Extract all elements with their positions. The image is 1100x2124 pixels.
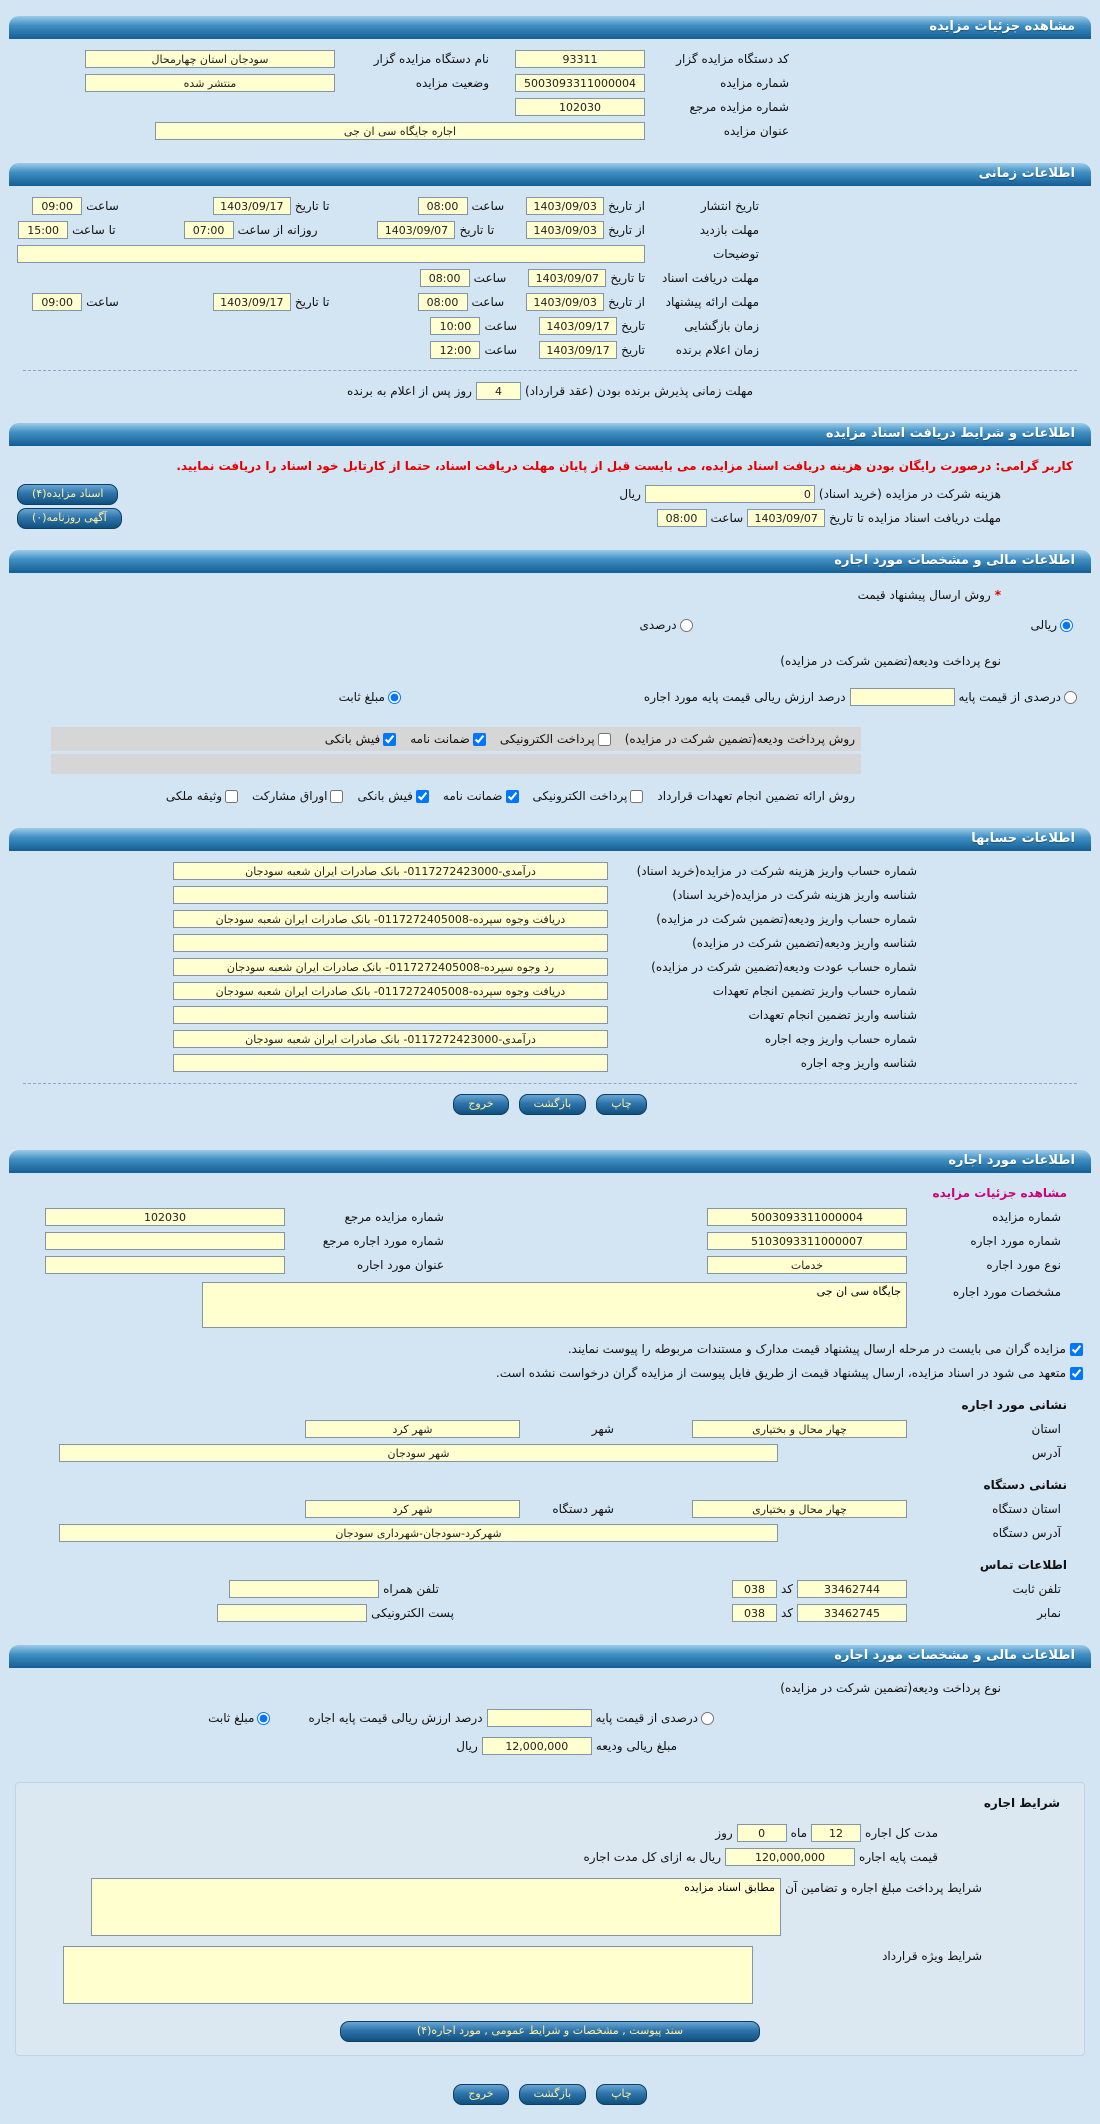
- hour-word: ساعت: [473, 271, 507, 285]
- empty-strip: [51, 754, 861, 774]
- fixed-amount-label: مبلغ ثابت: [338, 690, 385, 704]
- hour-word: ساعت: [471, 199, 505, 213]
- docs-deadline-time-input[interactable]: [657, 509, 707, 527]
- doc-terms-title: اطلاعات و شرایط دریافت اسناد مزایده: [825, 426, 1075, 441]
- attach-required-checkbox[interactable]: [1070, 1343, 1083, 1356]
- accept-deadline-label: مهلت زمانی پذیرش برنده بودن (عقد قرارداد): [524, 384, 754, 398]
- section-financial: [9, 550, 1091, 820]
- financial-header: [9, 550, 1091, 573]
- offer-to-time-input[interactable]: [32, 293, 82, 311]
- phone-code-input[interactable]: [732, 1580, 777, 1598]
- offer-to-input[interactable]: [213, 293, 291, 311]
- fixed-amount-label: مبلغ ثابت: [208, 1711, 255, 1725]
- account-row-label: شناسه واریز تضمین انجام تعهدات: [748, 1008, 917, 1022]
- percent-base-label: درصدی از قیمت پایه: [595, 1711, 698, 1725]
- publish-from-input[interactable]: [526, 197, 604, 215]
- phone-label: تلفن ثابت: [1012, 1582, 1061, 1596]
- item-ref-label: شماره مورد اجاره مرجع: [322, 1234, 444, 1248]
- auction-no-input[interactable]: [707, 1208, 907, 1226]
- hour-word: ساعت: [484, 319, 518, 333]
- hour-word: ساعت: [86, 295, 119, 309]
- fax-label: نمابر: [1037, 1606, 1061, 1620]
- special-terms-label: شرایط ویژه قرارداد: [882, 1949, 982, 1963]
- percent-radio[interactable]: [680, 619, 693, 632]
- fixed-amount-radio[interactable]: [257, 1712, 270, 1725]
- epay-option-label: پرداخت الکترونیکی: [532, 789, 628, 803]
- org-code-label: کد دستگاه مزایده گزار: [676, 52, 789, 66]
- visit-label: مهلت بازدید: [699, 223, 759, 237]
- account-row-label: شماره حساب واریز هزینه شرکت در مزایده(خرید اسناد): [636, 864, 917, 878]
- org-address-input[interactable]: [59, 1524, 778, 1542]
- hour-word: ساعت: [484, 343, 518, 357]
- province-label: استان: [1031, 1422, 1061, 1436]
- auction-no-input[interactable]: [515, 74, 645, 92]
- auction-details-header: [9, 16, 1091, 39]
- account-row-input[interactable]: [173, 958, 608, 976]
- section-item-financial: [9, 1645, 1091, 1770]
- print-button[interactable]: چاپ: [596, 1094, 647, 1115]
- contact-subheader: اطلاعات تماس: [979, 1558, 1067, 1572]
- phone-input[interactable]: [797, 1580, 907, 1598]
- to-date-word: تا تاریخ: [294, 295, 330, 309]
- visit-to-input[interactable]: [377, 221, 455, 239]
- fee-input[interactable]: [645, 485, 815, 503]
- org-code-input[interactable]: [515, 50, 645, 68]
- item-info-header: [9, 1150, 1091, 1173]
- description-input[interactable]: [17, 245, 645, 263]
- address-input[interactable]: [59, 1444, 778, 1462]
- special-terms-textarea[interactable]: [63, 1946, 753, 2004]
- ref-no-input[interactable]: [515, 98, 645, 116]
- opening-date-input[interactable]: [539, 317, 617, 335]
- deposit-epay-checkbox[interactable]: [598, 733, 611, 746]
- opening-time-input[interactable]: [430, 317, 480, 335]
- auction-details-title: مشاهده جزئیات مزایده: [929, 19, 1075, 34]
- deposit-type-label: نوع پرداخت ودیعه(تضمین شرکت در مزایده): [780, 1681, 1001, 1695]
- section-timing: [9, 163, 1091, 415]
- org-province-label: استان دستگاه: [992, 1502, 1061, 1516]
- item-ref-input[interactable]: [45, 1232, 285, 1250]
- item-no-label: شماره مورد اجاره: [970, 1234, 1061, 1248]
- item-specs-textarea[interactable]: [202, 1282, 907, 1328]
- publish-to-input[interactable]: [213, 197, 291, 215]
- perf-epay-checkbox[interactable]: [630, 790, 643, 803]
- org-name-input[interactable]: [85, 50, 335, 68]
- winner-label: زمان اعلام برنده: [675, 343, 759, 357]
- payment-terms-textarea[interactable]: [91, 1878, 781, 1936]
- account-row-label: شماره حساب واریز تضمین انجام تعهدات: [712, 984, 917, 998]
- status-input[interactable]: [85, 74, 335, 92]
- item-title-input[interactable]: [45, 1256, 285, 1274]
- account-row-input[interactable]: [173, 862, 608, 880]
- base-price-suffix: ریال به ازای کل مدت اجاره: [583, 1850, 722, 1864]
- to-hour-word: تا ساعت: [72, 223, 116, 237]
- deposit-method-label: روش پرداخت ودیعه(تضمین شرکت در مزایده): [624, 732, 855, 746]
- percent-base-radio[interactable]: [701, 1712, 714, 1725]
- bank-receipt-option-label: فیش بانکی: [357, 789, 413, 803]
- financial-title: اطلاعات مالی و مشخصات مورد اجاره: [834, 553, 1075, 568]
- deposit-amount-label: مبلغ ریالی ودیعه: [595, 1739, 677, 1753]
- subject-label: عنوان مزایده: [723, 124, 789, 138]
- bank-receipt-option-label: فیش بانکی: [324, 732, 381, 746]
- attach-required-note: مزایده گران می بایست در مرحله ارسال پیشنهاد قیمت مدارک و مستندات مربوطه را پیوست نمایند.: [567, 1342, 1066, 1356]
- docs-deadline-date-input[interactable]: [528, 269, 606, 287]
- months-word: ماه: [790, 1826, 808, 1840]
- accounts-header: [9, 828, 1091, 851]
- offer-from-time-input[interactable]: [418, 293, 468, 311]
- hour-word: ساعت: [86, 199, 119, 213]
- divider: [23, 1083, 1077, 1084]
- to-date-word: تا تاریخ: [610, 271, 645, 285]
- city-input[interactable]: [305, 1420, 520, 1438]
- docs-deadline-date-input[interactable]: [747, 509, 825, 527]
- visit-daily-to-input[interactable]: [18, 221, 68, 239]
- daily-from-word: روزانه از ساعت: [237, 223, 318, 237]
- guarantee-option-label: ضمانت نامه: [442, 789, 503, 803]
- newspaper-ad-button[interactable]: آگهی روزنامه(۰): [17, 508, 122, 529]
- mobile-input[interactable]: [229, 1580, 379, 1598]
- percent-base-label: درصدی از قیمت پایه: [958, 690, 1061, 704]
- account-row-label: شماره حساب واریز ودیعه(تضمین شرکت در مزایده): [656, 912, 917, 926]
- base-price-label: قیمت پایه اجاره: [859, 1850, 938, 1864]
- free-docs-warning: کاربر گرامی: درصورت رایگان بودن هزینه دریافت اسناد مزایده، می بایست قبل از پایان مهلت دریافت اسناد، حتما از کارتابل خود اسناد را دریافت نمایید.: [176, 459, 1073, 473]
- percent-base-suffix: درصد ارزش ریالی قیمت پایه اجاره: [308, 1711, 483, 1725]
- section-doc-terms: [9, 423, 1091, 542]
- account-row-label: شماره حساب عودت ودیعه(تضمین شرکت در مزایده): [651, 960, 917, 974]
- docs-deadline-label: مهلت دریافت اسناد مزایده: [867, 511, 1001, 525]
- percent-base-radio[interactable]: [1064, 691, 1077, 704]
- rial-word: ریال: [619, 487, 641, 501]
- account-row-label: شماره حساب واریز وجه اجاره: [764, 1032, 917, 1046]
- rental-terms-title: شرایط اجاره: [983, 1796, 1060, 1810]
- guarantee-method-label: روش ارائه تضمین انجام تعهدات قرارداد: [657, 789, 855, 803]
- no-file-request-note: متعهد می شود در اسناد مزایده، ارسال پیشنهاد قیمت از طریق فایل پیوست از مزایده گران درخواست نشده است.: [495, 1366, 1066, 1380]
- account-row-label: شناسه واریز هزینه شرکت در مزایده(خرید اسناد): [672, 888, 917, 902]
- status-label: وضعیت مزایده: [415, 76, 489, 90]
- visit-daily-from-input[interactable]: [184, 221, 234, 239]
- deposit-type-label: نوع پرداخت ودیعه(تضمین شرکت در مزایده): [780, 654, 1001, 668]
- payment-terms-label: شرایط پرداخت مبلغ اجاره و تضامین آن: [785, 1881, 982, 1895]
- property-option-label: وثیقه ملکی: [165, 789, 223, 803]
- org-name-label: نام دستگاه مزایده گزار: [373, 52, 489, 66]
- publish-label: تاریخ انتشار: [700, 199, 759, 213]
- rial-option-label: ریالی: [1030, 618, 1057, 632]
- item-financial-header: [9, 1645, 1091, 1668]
- fax-input[interactable]: [797, 1604, 907, 1622]
- city-label: شهر: [591, 1422, 614, 1436]
- section-item-info: [9, 1150, 1091, 1637]
- days-word: روز: [715, 1826, 733, 1840]
- attachments-button[interactable]: سند پیوست , مشخصات و شرایط عمومی , مورد اجاره(۴): [340, 2021, 760, 2042]
- timing-header: [9, 163, 1091, 186]
- date-word: تاریخ: [621, 343, 645, 357]
- auction-ref-label: شماره مزایده مرجع: [344, 1210, 444, 1224]
- section-auction-details: [9, 16, 1091, 155]
- rial-word: ریال: [456, 1739, 478, 1753]
- item-no-input[interactable]: [707, 1232, 907, 1250]
- from-date-word: از تاریخ: [608, 223, 645, 237]
- back-button[interactable]: بازگشت: [519, 1094, 587, 1115]
- bonds-checkbox[interactable]: [330, 790, 343, 803]
- hour-word: ساعت: [710, 511, 744, 525]
- mobile-label: تلفن همراه: [383, 1582, 439, 1596]
- email-label: پست الکترونیکی: [371, 1606, 454, 1620]
- accounts-title: اطلاعات حسابها: [971, 831, 1075, 846]
- perf-bank-receipt-checkbox[interactable]: [416, 790, 429, 803]
- back-button[interactable]: بازگشت: [519, 2084, 587, 2105]
- fixed-amount-radio[interactable]: [388, 691, 401, 704]
- subject-input[interactable]: [155, 122, 645, 140]
- deposit-bank-rece[interactable]: [383, 733, 396, 746]
- item-financial-title: اطلاعات مالی و مشخصات مورد اجاره: [834, 1648, 1075, 1663]
- section-rental-terms: [15, 1782, 1085, 2056]
- auction-no-label: شماره مزایده: [720, 76, 789, 90]
- from-date-word: از تاریخ: [608, 295, 645, 309]
- item-type-label: نوع مورد اجاره: [986, 1258, 1061, 1272]
- auction-no-label: شماره مزایده: [992, 1210, 1061, 1224]
- from-date-word: از تاریخ: [608, 199, 645, 213]
- account-row-input[interactable]: [173, 934, 608, 952]
- guarantee-option-label: ضمانت نامه: [410, 732, 470, 746]
- percent-base-suffix: درصد ارزش ریالی قیمت پایه مورد اجاره: [643, 690, 846, 704]
- account-row-input[interactable]: [173, 982, 608, 1000]
- account-row-input[interactable]: [173, 1006, 608, 1024]
- org-province-input[interactable]: [692, 1500, 907, 1518]
- email-input[interactable]: [217, 1604, 367, 1622]
- account-row-label: شناسه واریز ودیعه(تضمین شرکت در مزایده): [692, 936, 917, 950]
- fax-code-input[interactable]: [732, 1604, 777, 1622]
- timing-title: اطلاعات زمانی: [978, 166, 1075, 181]
- exit-button[interactable]: خروج: [453, 2084, 508, 2105]
- accept-deadline-suffix: روز پس از اعلام به برنده: [346, 384, 472, 398]
- province-input[interactable]: [692, 1420, 907, 1438]
- deposit-method-strip: [51, 727, 861, 751]
- accept-days-input[interactable]: [476, 382, 521, 400]
- org-city-input[interactable]: [305, 1500, 520, 1518]
- percent-option-label: درصدی: [639, 618, 677, 632]
- org-address-label: آدرس دستگاه: [992, 1526, 1061, 1540]
- account-row-label: شناسه واریز وجه اجاره: [800, 1056, 917, 1070]
- winner-date-input[interactable]: [539, 341, 617, 359]
- duration-months-input[interactable]: [811, 1824, 861, 1842]
- perf-guarantee-checkbox[interactable]: [506, 790, 519, 803]
- description-label: توضیحات: [712, 247, 759, 261]
- org-city-label: شهر دستگاه: [552, 1502, 614, 1516]
- area-code-label: کد: [780, 1582, 793, 1596]
- epay-option-label: پرداخت الکترونیکی: [499, 732, 595, 746]
- view-auction-details-link[interactable]: مشاهده جزئیات مزایده: [932, 1186, 1067, 1200]
- account-row-input[interactable]: [173, 910, 608, 928]
- item-specs-label: مشخصات مورد اجاره: [952, 1285, 1061, 1299]
- price-method-label: روش ارسال پیشنهاد قیمت: [857, 588, 991, 602]
- account-row-input[interactable]: [173, 1030, 608, 1048]
- opening-label: زمان بازگشایی: [684, 319, 759, 333]
- divider: [23, 370, 1077, 371]
- item-info-title: اطلاعات مورد اجاره: [948, 1153, 1075, 1168]
- visit-from-input[interactable]: [526, 221, 604, 239]
- doc-terms-header: [9, 423, 1091, 446]
- offer-label: مهلت ارائه پیشنهاد: [665, 295, 759, 309]
- account-row-input[interactable]: [173, 886, 608, 904]
- item-address-subheader: نشانی مورد اجاره: [961, 1398, 1067, 1412]
- percent-base-input[interactable]: [850, 688, 955, 706]
- area-code-label: کد: [780, 1606, 793, 1620]
- account-row-input[interactable]: [173, 1054, 608, 1072]
- rial-radio[interactable]: [1060, 619, 1073, 632]
- docs-deadline-label: مهلت دریافت اسناد: [661, 271, 759, 285]
- percent-base-input[interactable]: [487, 1709, 592, 1727]
- offer-from-input[interactable]: [526, 293, 604, 311]
- winner-time-input[interactable]: [430, 341, 480, 359]
- to-date-word: تا تاریخ: [294, 199, 330, 213]
- auction-ref-input[interactable]: [45, 1208, 285, 1226]
- duration-days-input[interactable]: [737, 1824, 787, 1842]
- to-date-word: تا تاریخ: [829, 511, 864, 525]
- publish-from-time-input[interactable]: [418, 197, 468, 215]
- address-label: آدرس: [1031, 1446, 1061, 1460]
- duration-label: مدت کل اجاره: [865, 1826, 938, 1840]
- hour-word: ساعت: [471, 295, 505, 309]
- no-file-request-checkbox[interactable]: [1070, 1367, 1083, 1380]
- to-date-word: تا تاریخ: [459, 223, 495, 237]
- item-title-label: عنوان مورد اجاره: [356, 1258, 444, 1272]
- required-star: *: [994, 588, 1001, 602]
- property-checkbox[interactable]: [225, 790, 238, 803]
- deposit-amount-input[interactable]: [482, 1737, 592, 1755]
- org-address-subheader: نشانی دستگاه: [983, 1478, 1067, 1492]
- print-button[interactable]: چاپ: [596, 2084, 647, 2105]
- section-accounts: [9, 828, 1091, 1128]
- item-type-input[interactable]: [707, 1256, 907, 1274]
- base-price-input[interactable]: [725, 1848, 855, 1866]
- exit-button[interactable]: خروج: [453, 1094, 508, 1115]
- ref-no-label: شماره مزایده مرجع: [689, 100, 789, 114]
- date-word: تاریخ: [621, 319, 645, 333]
- auction-documents-button[interactable]: اسناد مزایده(۴): [17, 484, 118, 505]
- deposit-guarantee-checkbox[interactable]: [473, 733, 486, 746]
- fee-label: هزینه شرکت در مزایده (خرید اسناد): [818, 487, 1001, 501]
- docs-deadline-time-input[interactable]: [420, 269, 470, 287]
- bonds-option-label: اوراق مشارکت: [252, 789, 328, 803]
- publish-to-time-input[interactable]: [32, 197, 82, 215]
